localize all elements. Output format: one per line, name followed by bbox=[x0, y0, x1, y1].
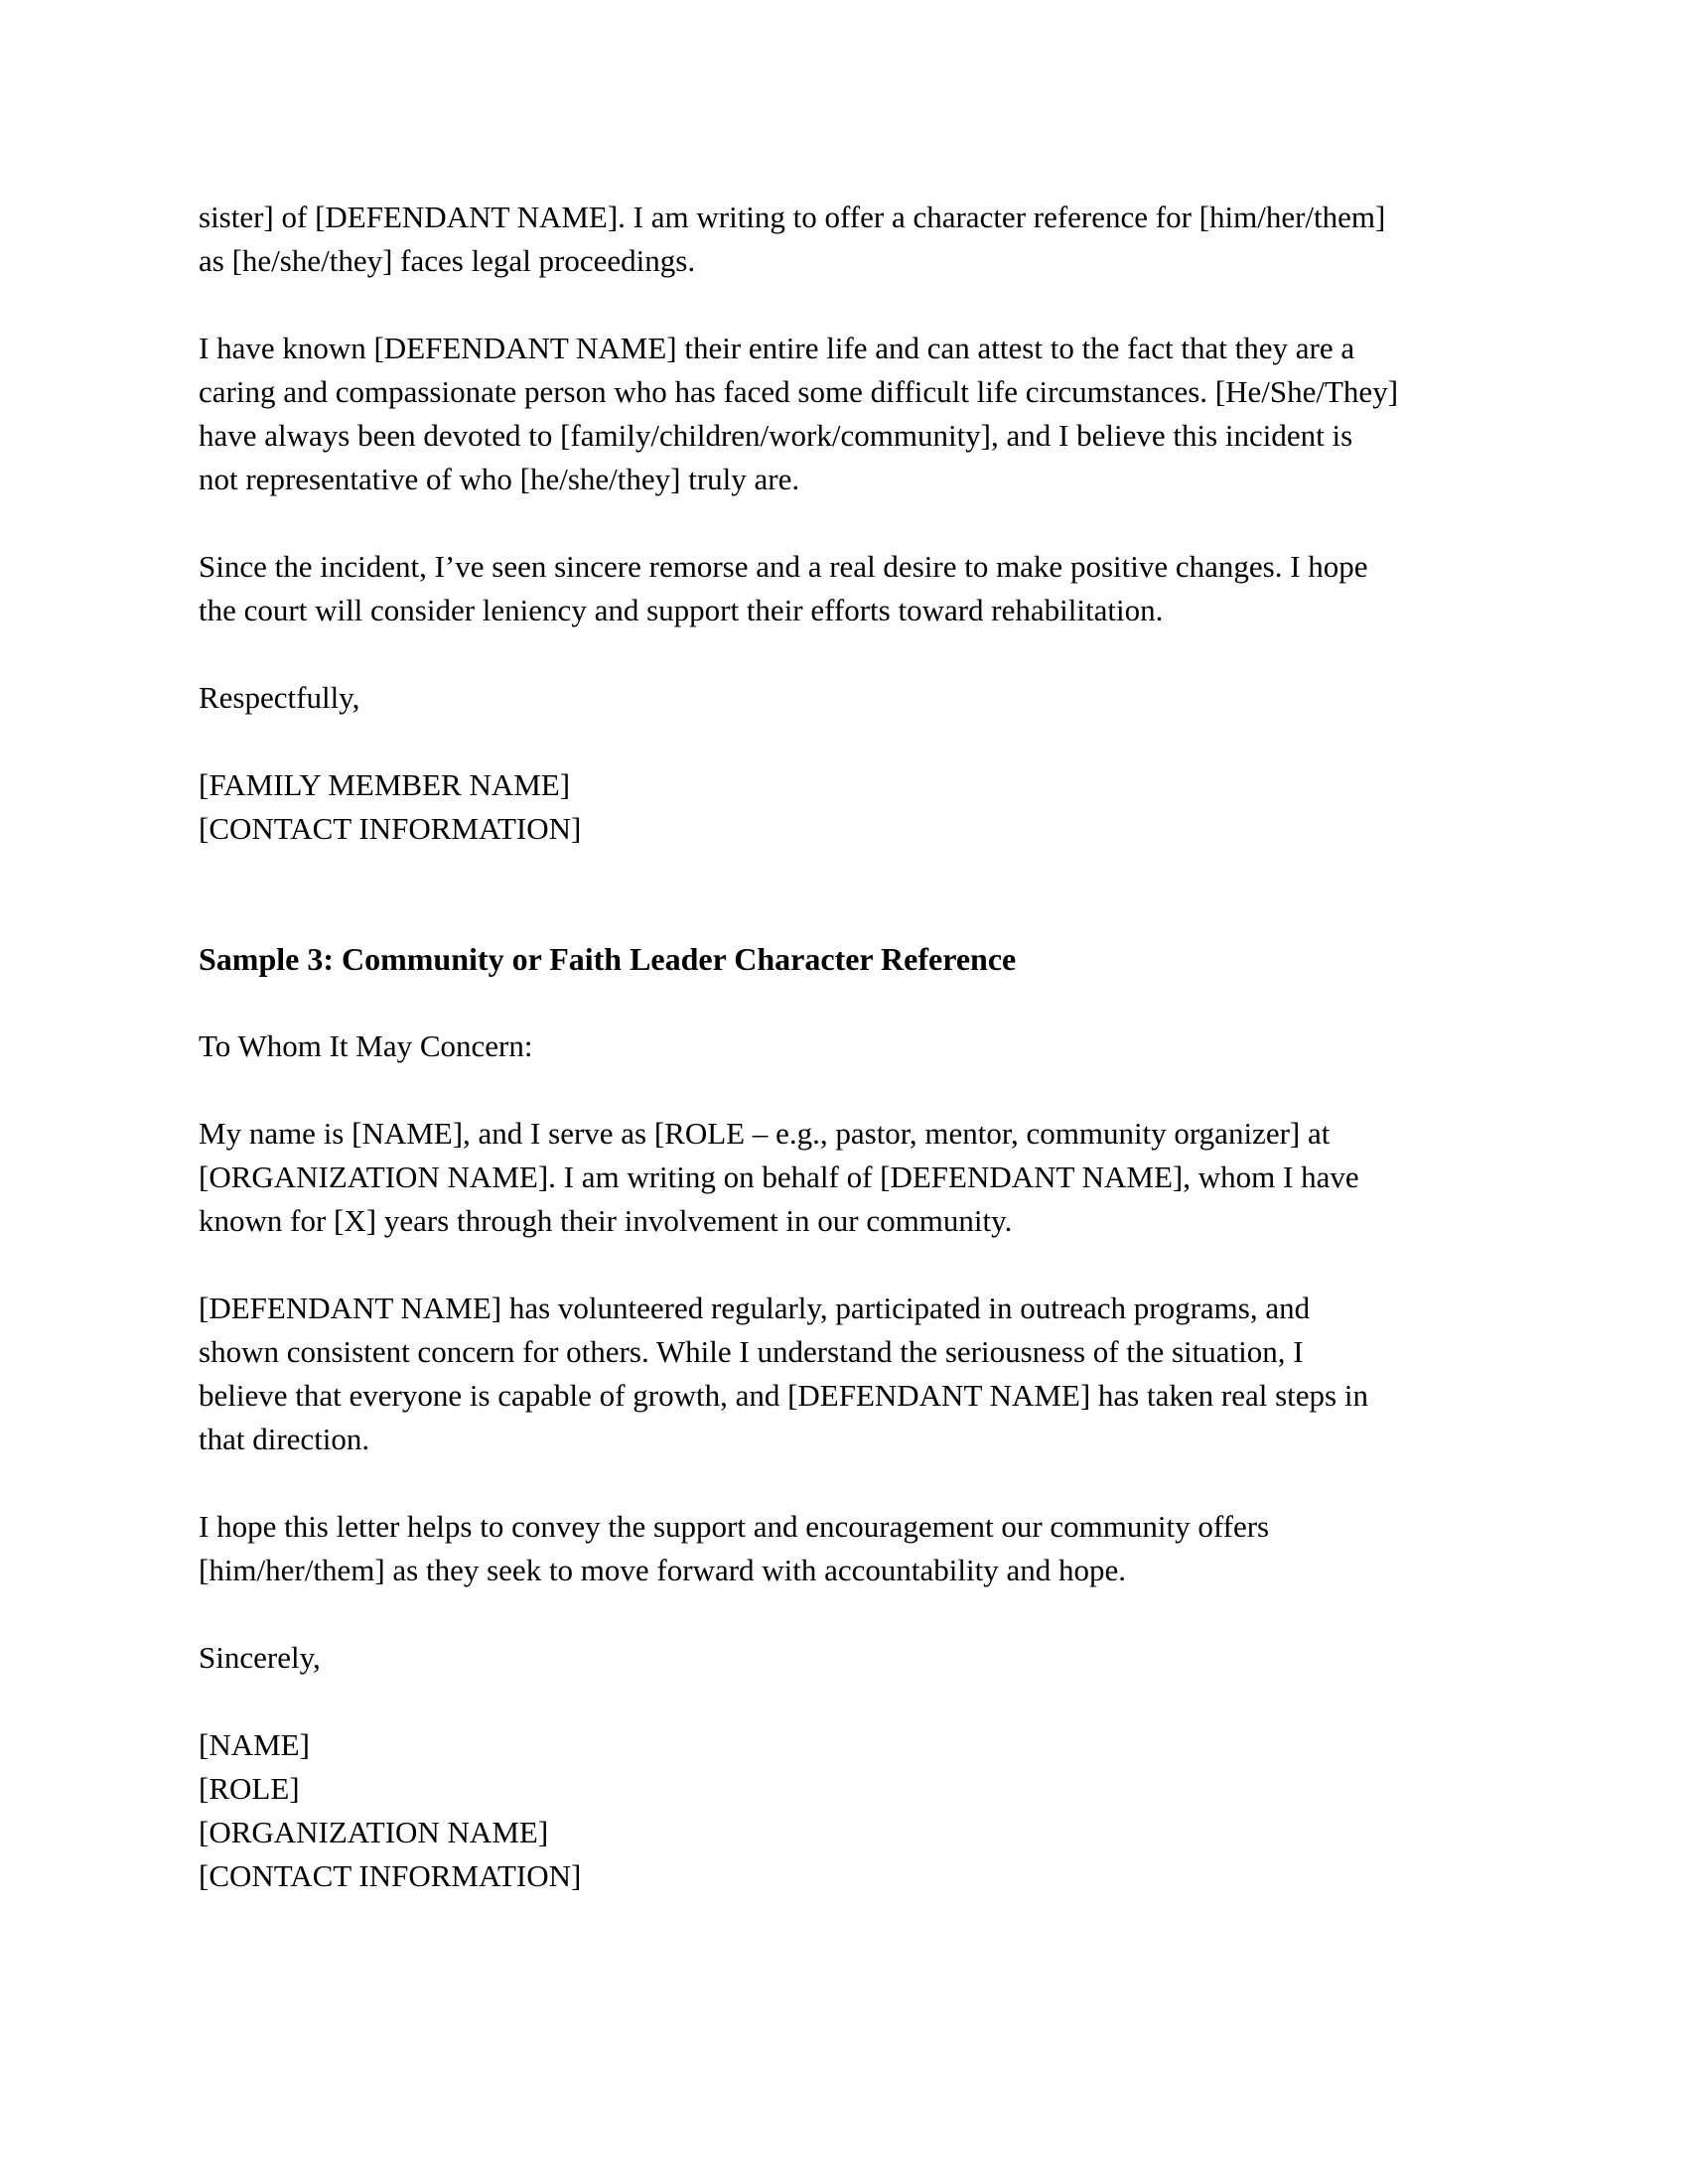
text-line: [ORGANIZATION NAME]. I am writing on behalf of [DEFENDANT NAME], whom I have bbox=[199, 1160, 1359, 1194]
text-line: I have known [DEFENDANT NAME] their entire life and can attest to the fact that they are a bbox=[199, 331, 1355, 365]
signature-contact: [CONTACT INFORMATION] bbox=[199, 811, 582, 846]
signature-contact: [CONTACT INFORMATION] bbox=[199, 1858, 582, 1893]
letter-closing bbox=[199, 676, 1489, 720]
text-line: believe that everyone is capable of growth, and [DEFENDANT NAME] has taken real steps in bbox=[199, 1378, 1368, 1413]
signature-role: [ROLE] bbox=[199, 1771, 300, 1806]
text-line: caring and compassionate person who has faced some difficult life circumstances. [He/She/They] bbox=[199, 374, 1399, 409]
text-line: I hope this letter helps to convey the support and encouragement our community offers bbox=[199, 1509, 1270, 1544]
signature-organization: [ORGANIZATION NAME] bbox=[199, 1815, 549, 1849]
closing-text: Sincerely, bbox=[199, 1640, 321, 1675]
text-line: shown consistent concern for others. While I understand the seriousness of the situation, I bbox=[199, 1334, 1304, 1369]
text-line: sister] of [DEFENDANT NAME]. I am writing to offer a character reference for [him/her/them] bbox=[199, 200, 1386, 234]
signature-name: [FAMILY MEMBER NAME] bbox=[199, 767, 571, 802]
text-line: Since the incident, I’ve seen sincere remorse and a real desire to make positive changes. I hope bbox=[199, 549, 1368, 584]
letter-closing bbox=[199, 1636, 1489, 1680]
closing-text: Respectfully, bbox=[199, 680, 360, 715]
text-line: that direction. bbox=[199, 1422, 370, 1456]
text-line: the court will consider leniency and support their efforts toward rehabilitation. bbox=[199, 593, 1164, 627]
letter-volunteer-paragraph bbox=[199, 1287, 1489, 1461]
text-line: My name is [NAME], and I serve as [ROLE – e.g., pastor, mentor, community organizer] at bbox=[199, 1116, 1331, 1151]
letter-signature bbox=[199, 763, 1489, 851]
text-line: [him/her/them] as they seek to move forward with accountability and hope. bbox=[199, 1553, 1127, 1587]
letter-signature bbox=[199, 1723, 1489, 1898]
page-content bbox=[199, 196, 1489, 1898]
letter-hope-paragraph bbox=[199, 1505, 1489, 1592]
letter-since-paragraph bbox=[199, 545, 1489, 632]
letter-salutation bbox=[199, 1024, 1489, 1068]
text-line: as [he/she/they] faces legal proceedings. bbox=[199, 243, 696, 278]
text-line: not representative of who [he/she/they] truly are. bbox=[199, 462, 800, 496]
text-line: [DEFENDANT NAME] has volunteered regularly, participated in outreach programs, and bbox=[199, 1291, 1311, 1325]
letter-intro-paragraph bbox=[199, 196, 1489, 283]
letter-known-paragraph bbox=[199, 327, 1489, 501]
section-spacer bbox=[199, 851, 1489, 937]
section-heading: Sample 3: Community or Faith Leader Character Reference bbox=[199, 941, 1017, 977]
text-line: known for [X] years through their involvement in our community. bbox=[199, 1203, 1013, 1238]
signature-name: [NAME] bbox=[199, 1727, 310, 1762]
salutation-text: To Whom It May Concern: bbox=[199, 1028, 533, 1063]
letter-intro-paragraph bbox=[199, 1112, 1489, 1243]
text-line: have always been devoted to [family/children/work/community], and I believe this incident is bbox=[199, 418, 1353, 453]
